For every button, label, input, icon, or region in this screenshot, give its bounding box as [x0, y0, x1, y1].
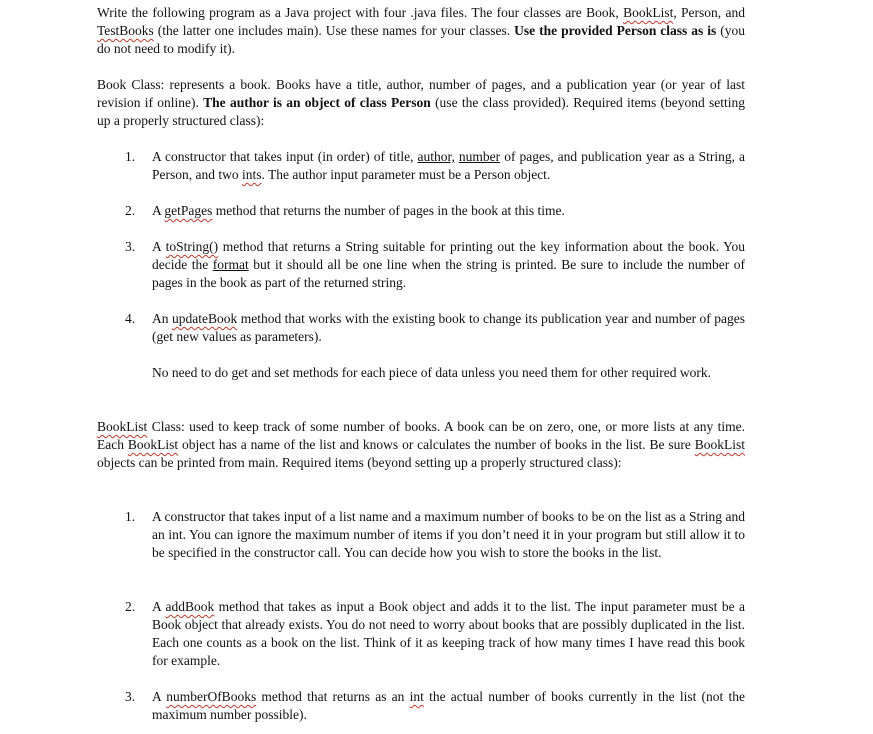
spellcheck-word: BookList — [623, 5, 674, 20]
item-number: 3. — [125, 239, 136, 254]
spellcheck-word: updateBook — [171, 311, 238, 326]
item-number: 2. — [125, 599, 136, 614]
item-number: 3. — [125, 689, 136, 704]
spellcheck-word: addBook — [165, 599, 215, 614]
intro-text: (the latter one includes main). Use these names for your classes. — [153, 23, 515, 38]
item-text: A constructor that takes input of a list name and a maximum number of books to be on the list as a String and an int. You can ignore the maximum number of items if you don’t need it in your program but still allow it to be specified in the constructor call. You can decide how you wish to store the books in the list. — [152, 509, 745, 560]
item-text: An updateBook method that works with the existing book to change its publication year and number of pages (get new values as parameters). — [152, 311, 746, 344]
intro-text: , Person, and — [673, 5, 745, 20]
book-class-paragraph — [97, 76, 745, 130]
spellcheck-word: BookList — [127, 437, 179, 452]
underlined-word: author, — [417, 149, 455, 164]
item-text: A numberOfBooks method that returns as an int the actual number of books currently in the list (not the maximum number possible). — [152, 689, 745, 722]
book-class-text: Book Class: represents a book. Books have a title, author, number of pages, and a publication year (or year of last revision if online). — [97, 77, 745, 110]
item-text: A getPages method that returns the number of pages in the book at this time. — [152, 203, 565, 218]
intro-text: (you do not need to modify it). — [97, 23, 745, 56]
item-number: 1. — [125, 509, 136, 524]
booklist-class-paragraph: BookList Class: used to keep track of some number of books. A book can be on zero, one, or more lists at any time. Each BookList object has a name of the list and knows or calculates the number of books in the list. Be sure BookList objects can be printed from main. Required items (beyond setting up a properly structured class): — [97, 419, 746, 470]
book-class-text: (use the class provided). Required items (beyond setting up a properly structured class): — [97, 95, 745, 128]
spellcheck-word: toString() — [165, 239, 219, 254]
spellcheck-word: int — [409, 689, 424, 704]
underlined-word: format — [212, 257, 249, 272]
book-class-bold-text: The author is an object of class Person — [203, 95, 431, 110]
item-text: A toString() method that returns a String suitable for printing out the key information about the book. You decide the format but it should all be one line when the string is printed. Be sure to include the number of pages in the book as part of the returned string. — [152, 239, 745, 290]
item-text: A addBook method that takes as input a Book object and adds it to the list. The input parameter must be a Book object that already exists. You do not need to worry about books that are possibly duplicated in the list. Each one counts as a book on the list. Think of it as keeping track of how many times I have read this book for example. — [152, 599, 745, 668]
item-number: 2. — [125, 203, 136, 218]
spellcheck-word: ints — [242, 167, 262, 182]
spellcheck-word: getPages — [164, 203, 213, 218]
intro-bold-text: Use the provided Person class as is — [514, 23, 717, 38]
item-text: A constructor that takes input (in order) of title, author, number of pages, and publication year as a String, a Person, and two ints. The author input parameter must be a Person object. — [152, 149, 746, 182]
item-number: 4. — [125, 311, 136, 326]
item-number: 1. — [125, 149, 136, 164]
spellcheck-word: numberOfBooks — [166, 689, 257, 704]
underlined-word: number — [458, 149, 501, 164]
spellcheck-word: BookList — [97, 419, 148, 434]
spellcheck-word: TestBooks — [97, 23, 154, 38]
spellcheck-word: BookList — [694, 437, 746, 452]
intro-paragraph — [97, 4, 745, 58]
note-text: No need to do get and set methods for each piece of data unless you need them for other required work. — [152, 365, 711, 380]
intro-text: Write the following program as a Java project with four .java files. The four classes are Book, — [97, 5, 624, 20]
